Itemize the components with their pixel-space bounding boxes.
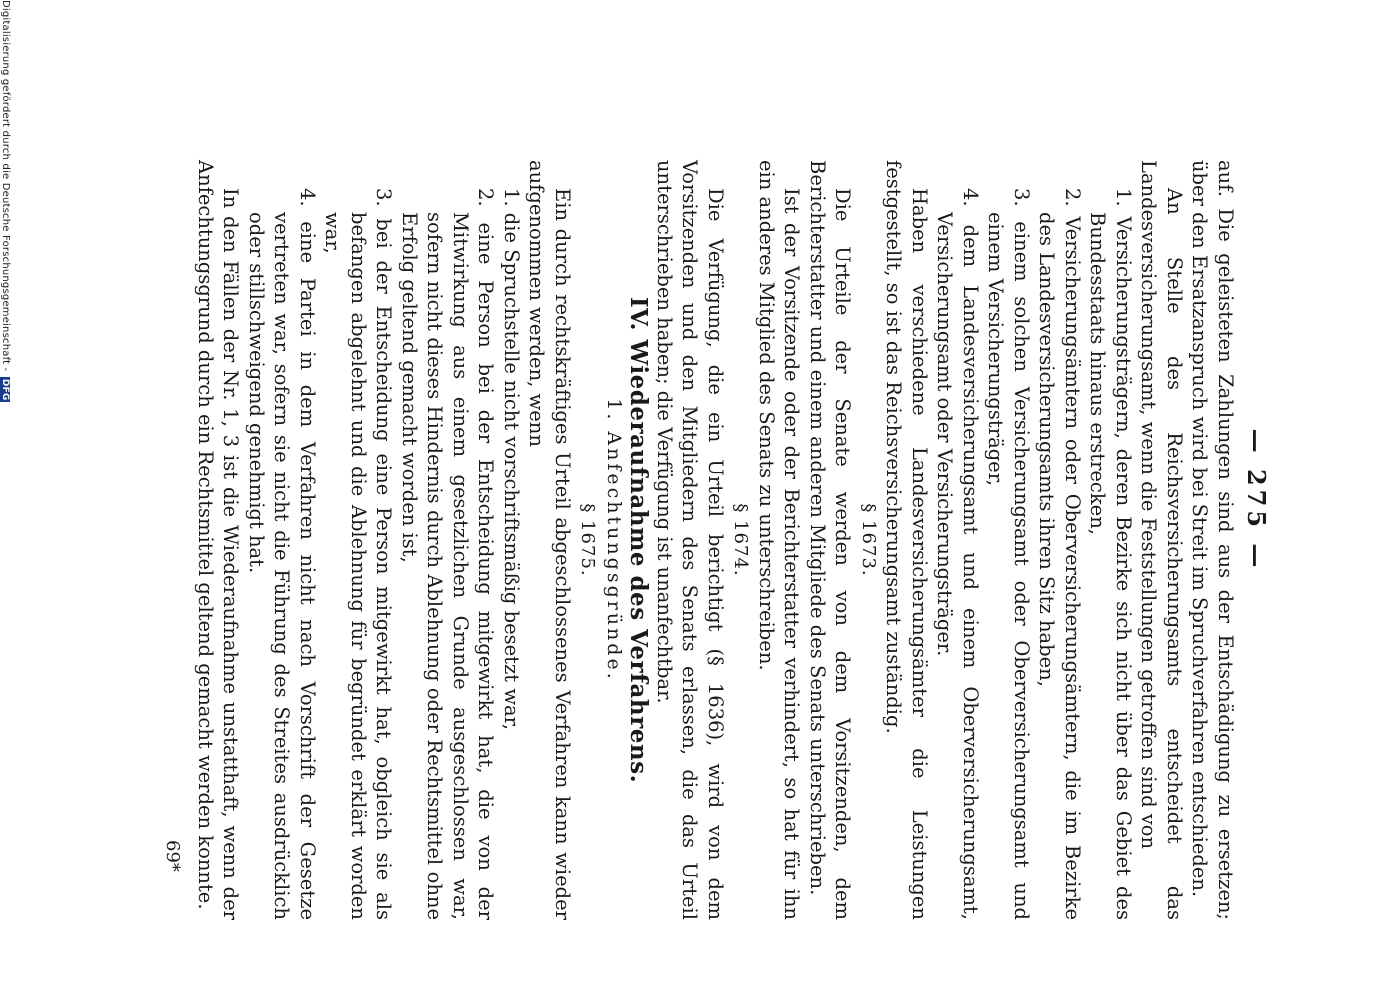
list-item: 4. eine Partei in dem Verfahren nicht nach Vorschrift der Gesetze vertreten war, sofern sie nicht die Führung des Streites ausdrücklich oder stillschweigend genehmigt hat.	[245, 188, 319, 920]
paragraph: In den Fällen der Nr. 1, 3 ist die Wiederaufnahme unstatthaft, wenn der Anfechtungsgrund durch ein Rechtsmittel geltend gemacht werden konnte.	[194, 160, 243, 920]
list-item: 3. bei der Entscheidung eine Person mitgewirkt hat, obgleich sie als befangen abgelehnt und die Ablehnung für begründet erklärt worden war,	[321, 188, 396, 920]
list-item: 2. eine Person bei der Entscheidung mitgewirkt hat, die von der Mitwirkung aus einem gesetzlichen Grunde ausgeschlossen war, sofern nicht dieses Hindernis durch Ablehnung oder Rechtsmittel ohne Erfolg geltend gemacht worden ist,	[398, 188, 498, 920]
list-item: 1. Versicherungsträgern, deren Bezirke sich nicht über das Gebiet des Bundesstaats hinaus erstrecken,	[1086, 188, 1135, 920]
subsection-heading: 1. Anfechtungsgründe.	[603, 398, 625, 682]
page-number: — 275 —	[1242, 428, 1271, 572]
paragraph: Die Urteile der Senate werden von dem Vorsitzenden, dem Berichterstatter und einem anderen Mitgliede des Senats unterschrieben.	[806, 160, 855, 920]
paragraph: auf. Die geleisteten Zahlungen sind aus der Entschädigung zu ersetzen; über den Ersatzanspruch wird bei Streit im Spruchverfahren entschieden.	[1188, 160, 1237, 920]
paragraph: Die Verfügung, die ein Urteil berichtigt (§ 1636), wird von dem Vorsitzenden und den Mitgliedern des Senats erlassen, die das Urteil unterschrieben haben; die Verfügung ist unanfechtbar.	[653, 160, 727, 920]
paragraph: Ist der Vorsitzende oder der Berichterstatter verhindert, so hat für ihn ein anderes Mitglied des Senats zu unterschreiben.	[755, 160, 804, 920]
paragraph: An Stelle des Reichsversicherungsamts entscheidet das Landesversicherungsamt, wenn die Feststellungen getroffen sind von	[1137, 160, 1186, 920]
signature-mark: 69*	[162, 840, 183, 872]
section-heading: § 1674.	[730, 503, 752, 577]
section-heading: § 1673.	[858, 503, 879, 577]
section-heading: § 1675.	[577, 503, 599, 577]
paragraph: Ein durch rechtskräftiges Urteil abgeschlossenes Verfahren kann wieder aufgenommen werden, wenn	[525, 160, 574, 920]
list-item: 3. einem solchen Versicherungsamt oder Oberversicherungsamt und einem Versicherungsträger,	[984, 188, 1033, 920]
list-item: 1. die Spruchstelle nicht vorschriftsmäßig besetzt war,	[500, 188, 523, 731]
chapter-title: IV. Wiederaufnahme des Verfahrens.	[625, 296, 653, 784]
footer-text: Digitalisierung gefördert durch die Deutsche Forschungsgemeinschaft -	[0, 0, 11, 372]
list-item: 2. Versicherungsämtern oder Oberversicherungsämtern, die im Bezirke des Landesversicherungsamts ihren Sitz haben,	[1035, 188, 1084, 920]
paragraph: Haben verschiedene Landesversicherungsämter die Leistungen festgestellt, so ist das Reichsversicherungsamt zuständig.	[882, 160, 931, 920]
body-text	[193, 160, 1239, 920]
digitization-footer	[0, 0, 11, 1000]
dfg-logo: DFG	[0, 378, 10, 401]
list-item: 4. dem Landesversicherungsamt und einem Oberversicherungsamt, Versicherungsamt oder Versicherungsträger.	[933, 188, 982, 920]
